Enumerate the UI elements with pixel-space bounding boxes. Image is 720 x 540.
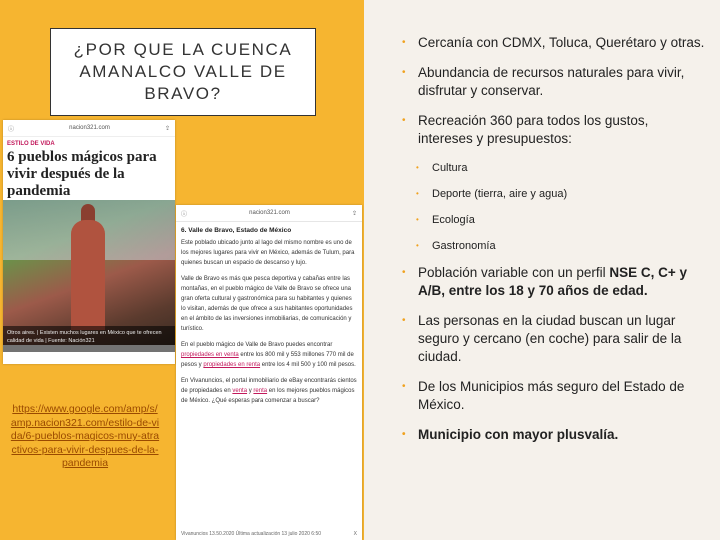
footer-text: Vivanuncios 13.50.2020 Última actualización 13 julio 2020 6:50 [181,531,322,537]
browser-bar [176,205,362,222]
church-photo [3,200,175,345]
slide-title: ¿POR QUE LA CUENCA AMANALCO VALLE DE BRAVO? [73,40,293,103]
site-url: nacion321.com [249,210,290,216]
share-icon: ⇪ [164,125,170,132]
share-icon: ⇪ [351,210,357,217]
paragraph-1: Este poblado ubicado junto al lago del mismo nombre es uno de los mejores lugares para vivir en México, además de Tulum, para quienes buscan un espacio de descanso y lujo. [181,240,355,266]
bullet-item: • Abundancia de recursos naturales para vivir, disfrutar y conservar. [400,64,706,100]
slide-title-box [50,28,316,116]
article-footer [181,531,357,537]
bullet-item: • Municipio con mayor plusvalía. [400,426,706,444]
bullet-item: • Cercanía con CDMX, Toluca, Querétaro y otras. [400,34,706,52]
source-link[interactable]: https://www.google.com/amp/s/amp.nacion321.com/estilo-de-vida/6-pueblos-magicos-muy-atractivos-para-vivir-despues-de-la-pandemia [10,403,160,469]
info-icon: ⓘ [181,211,188,218]
bullet-list [400,34,706,456]
paragraph-3: En el pueblo mágico de Valle de Bravo puedes encontrar propiedades en venta entre los 800 mil y 553 millones 770 mil de pesos y propiedades en renta entre los 4 mil 500 y 100 mil pesos. [181,342,356,368]
close-icon[interactable]: X [353,531,357,537]
info-icon: ⓘ [8,126,15,133]
section-label: ESTILO DE VIDA [7,141,55,147]
paragraph-2: Valle de Bravo es más que pesca deportiva y cabañas entre las montañas, en el pueblo mágico de Valle de Bravo se ofrece una gran oferta cultural y gastronómica para su habitantes y quienes lo visitan, además de que ofrece a sus habitantes oportunidades en el ámbito de las inversiones inmobiliarias, de comunicación y turístico. [181,276,353,332]
bullet-item: • Las personas en la ciudad buscan un lugar seguro y cercano (en coche) para salir de la ciudad. [400,312,706,366]
bullet-item: • Recreación 360 para todos los gustos, intereses y presupuestos: [400,112,706,148]
church-building [71,220,105,330]
bullet-item: • Población variable con un perfil NSE C, C+ y A/B, entre los 18 y 70 años de edad. [400,264,706,300]
link-venta[interactable]: venta [232,388,248,394]
link-renta[interactable]: renta [253,388,268,394]
site-url: nacion321.com [69,125,110,131]
sub-bullet-item: • Gastronomía [414,238,706,254]
paragraph-4: En Vivanuncios, el portal inmobiliario de eBay encontrarás cientos de propiedades en venta y renta en los mejores pueblos mágicos de México. ¿Qué esperas para comenzar a buscar? [181,378,357,404]
bullet-item: • De los Municipios más seguro del Estado de México. [400,378,706,414]
browser-bar [3,120,175,137]
link-propiedades-renta[interactable]: propiedades en renta [203,362,261,368]
article-screenshot-1 [3,120,175,364]
sub-bullet-item: • Ecología [414,212,706,228]
sub-bullet-item: • Cultura [414,160,706,176]
article-screenshot-2 [176,205,362,540]
article-headline: 6 pueblos mágicos para vivir después de la pandemia [7,149,157,199]
section-heading: 6. Valle de Bravo, Estado de México [181,227,292,234]
photo-caption: Otros aires. | Existen muchos lugares en México que te ofrecen calidad de vida | Fuente: Nación321 [3,326,175,352]
sub-bullet-item: • Deporte (tierra, aire y agua) [414,186,706,202]
link-propiedades-venta[interactable]: propiedades en venta [181,352,239,358]
